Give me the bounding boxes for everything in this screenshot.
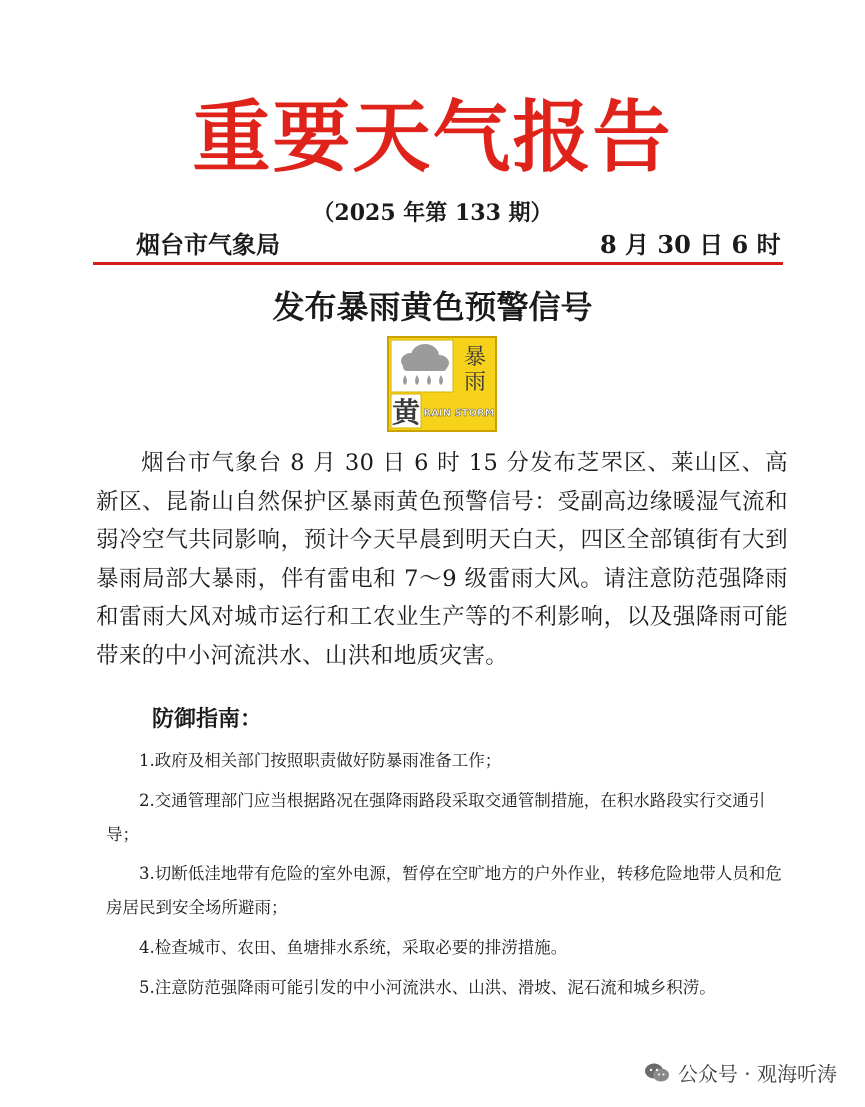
- warning-label-bottom: 雨: [463, 370, 487, 395]
- guide-item: 1.政府及相关部门按照职责做好防暴雨准备工作；: [139, 751, 502, 770]
- headline: 发布暴雨黄色预警信号: [272, 288, 593, 326]
- guide-item: 2.交通管理部门应当根据路况在强降雨路段采取交通管制措施，在积水路段实行交通引导；: [106, 791, 766, 844]
- issuer: 烟台市气象局: [136, 230, 280, 259]
- warning-label-top: 暴: [463, 345, 487, 370]
- issue-number: （2025 年第 133 期）: [312, 200, 553, 226]
- watermark: [644, 1058, 837, 1087]
- warning-body-text: 烟台市气象台 8 月 30 日 6 时 15 分发布芝罘区、莱山区、高新区、昆嵛山自然保护区暴雨黄色预警信号：受副高边缘暖湿气流和弱冷空气共同影响，预计今天早晨到明天白天，四区全部镇街有大到暴雨局部大暴雨，伴有雷电和 7～9 级雷雨大风。请注意防范强降雨和雷雨大风对城市运行和工农业生产等的不利影响，以及强降雨可能带来的中小河流洪水、山洪和地质灾害。: [96, 450, 788, 669]
- report-title: 重要天气报告: [192, 92, 673, 183]
- guide-item: 4.检查城市、农田、鱼塘排水系统，采取必要的排涝措施。: [139, 938, 568, 957]
- wechat-icon: [644, 1062, 670, 1084]
- warning-english-label: RAIN STORM: [423, 408, 495, 419]
- rainstorm-yellow-warning-icon: [387, 336, 497, 432]
- guide-item: 3.切断低洼地带有危险的室外电源，暂停在空旷地方的户外作业，转移危险地带人员和危房居民到安全场所避雨；: [106, 864, 782, 917]
- watermark-text: 公众号 · 观海听涛: [677, 1062, 837, 1086]
- warning-color-char: 黄: [391, 396, 421, 429]
- guide-heading: 防御指南：: [152, 706, 263, 732]
- issue-datetime: 8 月 30 日 6 时: [600, 230, 781, 259]
- guide-item: 5.注意防范强降雨可能引发的中小河流洪水、山洪、滑坡、泥石流和城乡积涝。: [139, 978, 716, 997]
- header-rule: [93, 262, 783, 265]
